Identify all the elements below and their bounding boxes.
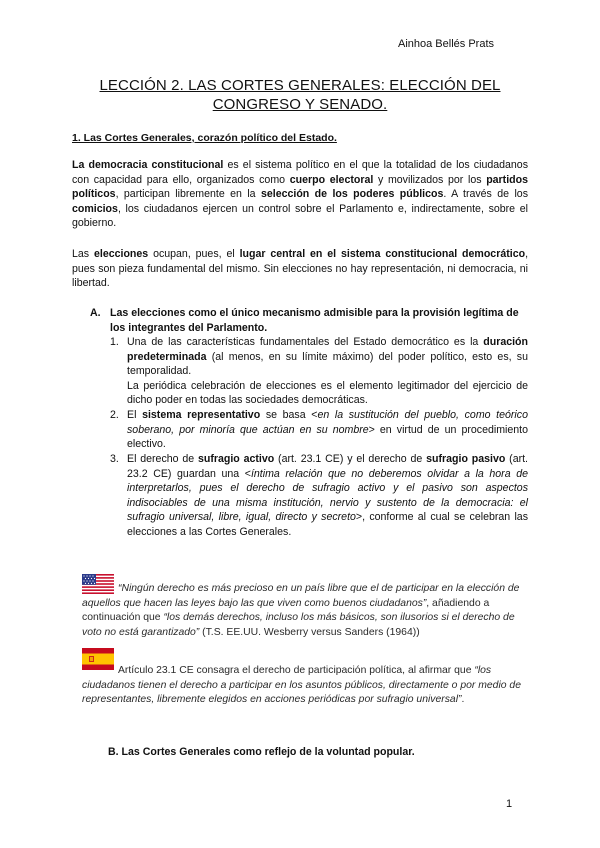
bold-term: lugar central en el sistema constitucional democrático (239, 248, 526, 260)
text: (art. 23.2 CE) guardan una < (127, 453, 529, 480)
bold-term: sufragio activo (197, 453, 275, 465)
italic-quote: íntima relación que no deberemos olvidar a la hora de interpretarlos, pues el derecho de sufragio activo y el pasivo son aspectos indisociables de una misma institución, nervio y sustento de la democracia: el sufragio universal, libre, igual, directo y secreto (127, 467, 528, 524)
lesson-title (60, 76, 540, 114)
title-line-1: LECCIÓN 2. LAS CORTES GENERALES: ELECCIÓN DEL (99, 77, 501, 94)
text: Una de las características fundamentales del Estado democrático es la (127, 336, 484, 348)
title-line-2: CONGRESO Y SENADO. (212, 96, 388, 113)
text: . (461, 694, 465, 706)
section-a-heading (90, 306, 528, 336)
italic-quote: en la sustitución del pueblo, como teórico soberano, por minoría que actúan en su nombre (127, 409, 528, 436)
bold-term: sistema representativo (142, 409, 261, 421)
bold-term: partidos políticos (72, 173, 528, 201)
section-a-text: Las elecciones como el único mecanismo admisible para la provisión legítima de los integrantes del Parlamento. (110, 307, 519, 334)
item-number: 2. (110, 409, 119, 421)
item-number: 1. (110, 336, 119, 348)
bold-term: cuerpo electoral (289, 173, 374, 186)
bold-term: comicios (72, 202, 118, 215)
quote-text: “los demás derechos, incluso los más básicos, son ilusorios si el derecho de voto no está garantizado” (82, 612, 515, 638)
list-item (110, 335, 528, 408)
bold-term: duración predeterminada (127, 336, 528, 363)
text: se basa < (260, 409, 318, 421)
section-a-label: A. (90, 307, 101, 319)
bold-term: elecciones (93, 248, 149, 260)
author-header: Ainhoa Bellés Prats (398, 38, 494, 50)
quote-article-23 (82, 664, 528, 708)
text: , participan libremente en la (115, 188, 261, 201)
text: , los ciudadanos ejercen un control sobre el Parlamento e, indirectamente, sobre el gobierno. (72, 202, 528, 230)
bold-term: sufragio pasivo (426, 453, 506, 465)
text: . A través de los (443, 188, 528, 201)
text: (art. 23.1 CE) y el derecho de (274, 453, 427, 465)
item-number: 3. (110, 453, 119, 465)
text: , pues son pieza fundamental del mismo. Sin elecciones no hay representación, ni democracia, ni libertad. (72, 248, 529, 290)
bold-term: La democracia constitucional (72, 159, 224, 171)
page-number: 1 (506, 798, 513, 810)
list-item (110, 452, 529, 540)
text: Artículo 23.1 CE consagra el derecho de participación política, al afirmar que (118, 665, 475, 676)
text: , añadiendo a continuación que (82, 597, 490, 624)
text: es el sistema político en el que la totalidad de los ciudadanos con capacidad para ello, organizados como (72, 159, 528, 186)
text: (al menos, en su límite máximo) del poder político, esto es, su temporalidad. (127, 350, 528, 378)
citation: (T.S. EE.UU. Wesberry versus Sanders (1964)) (199, 626, 420, 638)
quote-text: “los ciudadanos tienen el derecho a participar en los asuntos públicos, directamente o por medio de representantes, libremente elegidos en acciones periódicas por sufragio universal” (82, 665, 521, 706)
item-paragraph: La periódica celebración de elecciones es el elemento legitimador del ejercicio de dicho poder en todas las sociedades democráticas. (127, 379, 528, 407)
section-b-heading: B. Las Cortes Generales como reflejo de la voluntad popular. (108, 746, 415, 758)
text: El (127, 409, 143, 421)
quote-text: “Ningún derecho es más precioso en un país libre que el de participar en la elección de aquellos que hacen las leyes bajo las que viven como buenos ciudadanos” (82, 583, 520, 609)
quote-us-supreme-court (82, 582, 528, 640)
text: y movilizados por los (373, 173, 487, 186)
paragraph-democracy (72, 158, 528, 231)
bold-term: selección de los poderes públicos (260, 188, 444, 201)
text: >, conforme al cual se celebran las elecciones a las Cortes Generales. (127, 511, 528, 538)
list-item (110, 408, 529, 452)
section-1-heading: 1. Las Cortes Generales, corazón político del Estado. (72, 132, 337, 144)
text: El derecho de (127, 453, 198, 465)
text: > en virtud de un procedimiento electivo. (127, 423, 529, 451)
paragraph-elections (72, 247, 528, 291)
text: Las (72, 248, 94, 260)
text: ocupan, pues, el (148, 248, 240, 260)
